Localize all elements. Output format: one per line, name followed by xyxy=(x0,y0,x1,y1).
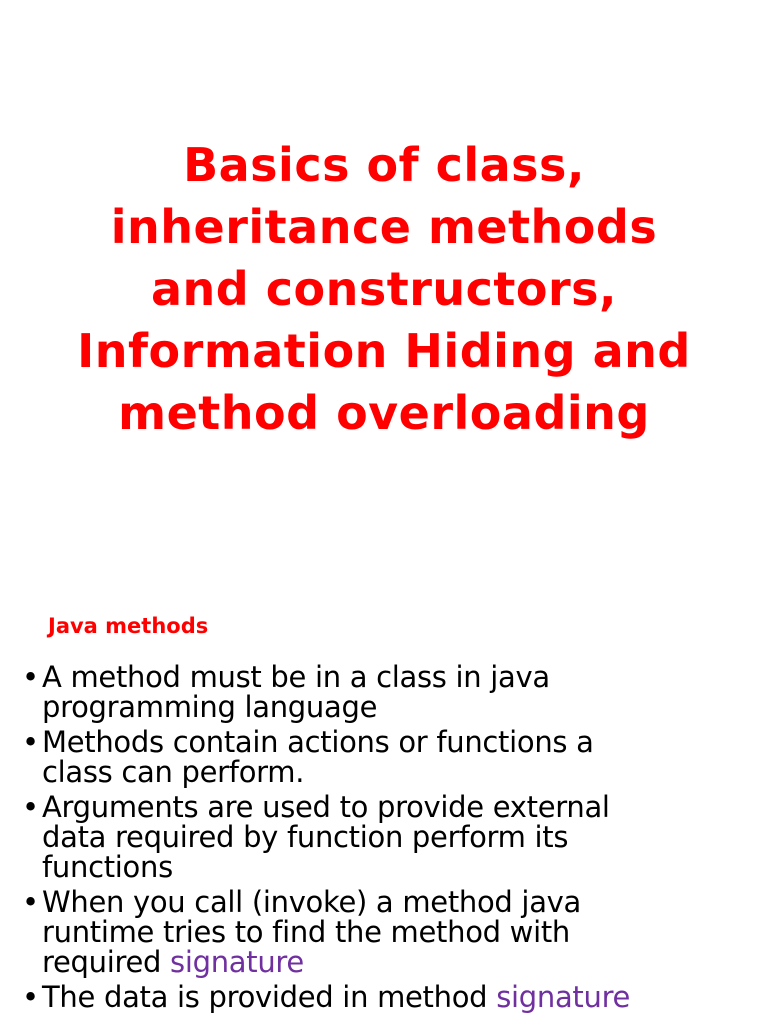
list-item xyxy=(22,792,762,882)
bullet-line: required xyxy=(42,945,171,979)
title-line: method overloading xyxy=(118,386,650,440)
list-item xyxy=(22,662,762,722)
bullet-line: programming language xyxy=(42,690,378,724)
bullet-marker: • xyxy=(22,725,39,759)
section-heading: Java methods xyxy=(48,614,209,638)
title-line: Basics of class, xyxy=(183,138,585,192)
title-line: and constructors, xyxy=(150,262,618,316)
list-item xyxy=(22,727,762,787)
bullet-line: functions xyxy=(42,850,173,884)
bullet-line: class can perform. xyxy=(42,755,305,789)
bullet-line: runtime tries to find the method with xyxy=(42,915,570,949)
bullet-line: Arguments are used to provide external xyxy=(42,790,610,824)
slide-title xyxy=(0,134,768,444)
title-line: inheritance methods xyxy=(110,200,658,254)
bullet-marker: • xyxy=(22,980,39,1014)
title-line: Information Hiding and xyxy=(77,324,691,378)
bullet-marker: • xyxy=(22,885,39,919)
bullet-line: When you call (invoke) a method java xyxy=(42,885,581,919)
list-item xyxy=(22,982,762,1012)
bullet-line: data required by function perform its xyxy=(42,820,569,854)
list-item xyxy=(22,887,762,977)
keyword-signature: signature xyxy=(170,945,304,979)
keyword-signature: signature xyxy=(496,980,631,1014)
bullet-marker: • xyxy=(22,660,39,694)
bullet-line: Methods contain actions or functions a xyxy=(42,725,594,759)
bullet-line: A method must be in a class in java xyxy=(42,660,550,694)
bullet-line: The data is provided in method xyxy=(42,980,497,1014)
bullet-list xyxy=(22,662,762,1017)
bullet-marker: • xyxy=(22,790,39,824)
